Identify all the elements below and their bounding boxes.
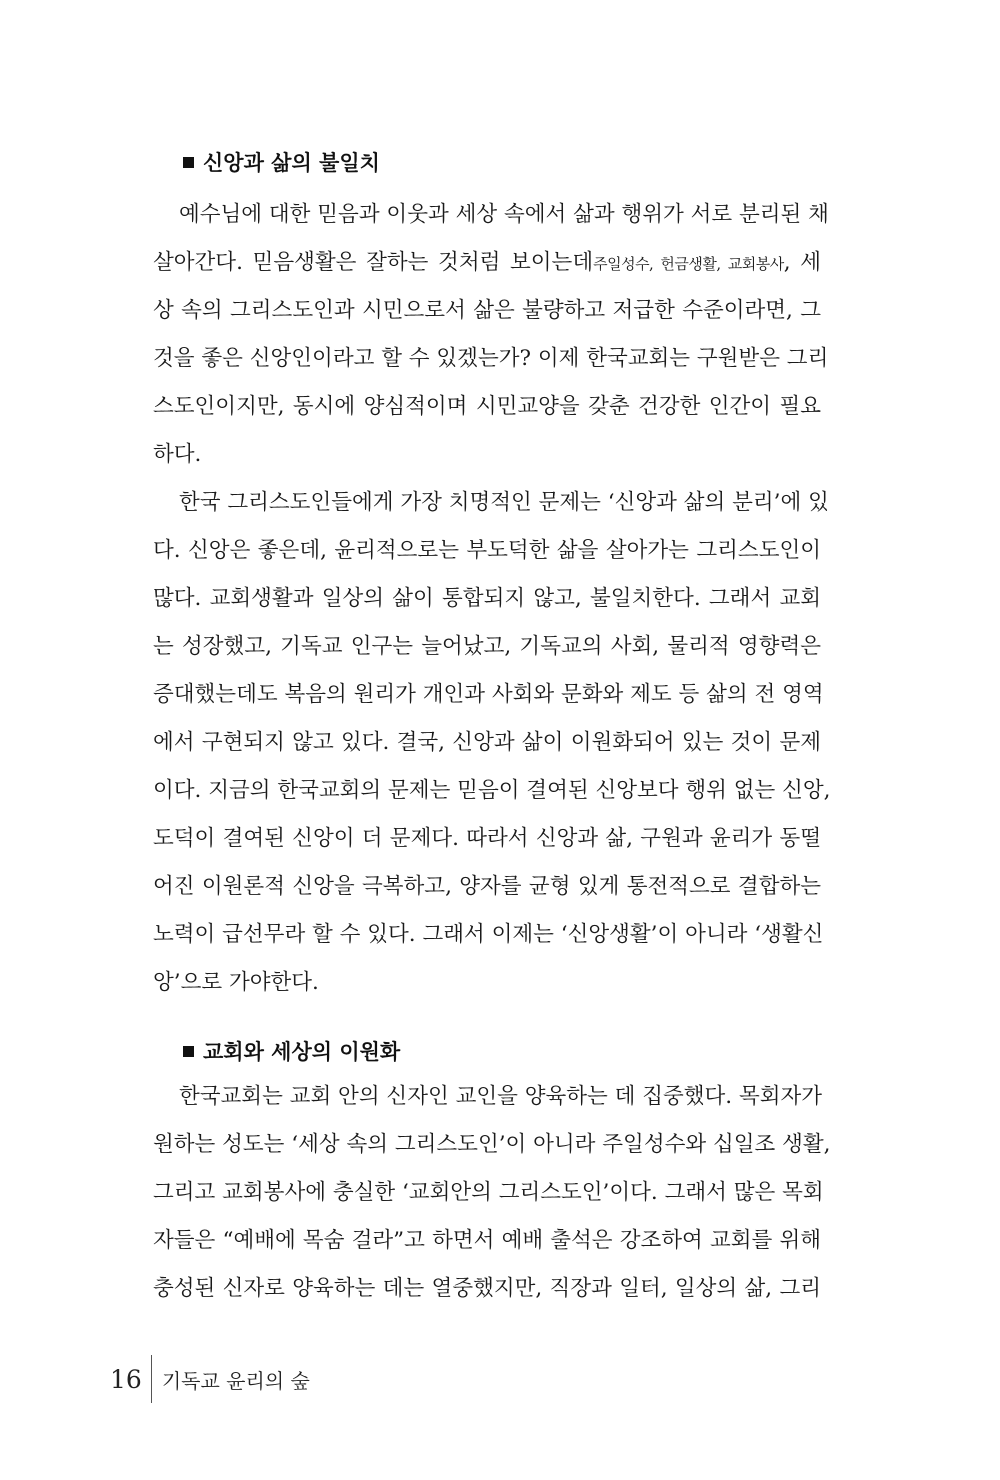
page-footer [110, 1355, 310, 1403]
paragraph-line: 그리고 교회봉사에 충실한 ‘교회안의 그리스도인’이다. 그래서 많은 목회 [153, 1180, 824, 1205]
paragraph-line: 것을 좋은 신앙인이라고 할 수 있겠는가? 이제 한국교회는 구원받은 그리 [153, 346, 829, 371]
paragraph-line: 어진 이원론적 신앙을 극복하고, 양자를 균형 있게 통전적으로 결합하는 [153, 874, 821, 899]
paragraph-line: 노력이 급선무라 할 수 있다. 그래서 이제는 ‘신앙생활’이 아니라 ‘생활신 [153, 922, 824, 947]
paragraph-line: 하다. [153, 442, 202, 467]
paragraph-line: 한국 그리스도인들에게 가장 치명적인 문제는 ‘신앙과 삶의 분리’에 있 [179, 490, 829, 515]
book-title: 기독교 윤리의 숲 [161, 1368, 310, 1393]
paragraph-line: 다. 신앙은 좋은데, 윤리적으로는 부도덕한 삶을 살아가는 그리스도인이 [153, 538, 821, 563]
paragraph-line: 이다. 지금의 한국교회의 문제는 믿음이 결여된 신앙보다 행위 없는 신앙, [153, 778, 831, 803]
paragraph-line: 상 속의 그리스도인과 시민으로서 삶은 불량하고 저급한 수준이라면, 그 [153, 298, 821, 323]
paragraph-line: 에서 구현되지 않고 있다. 결국, 신앙과 삶이 이원화되어 있는 것이 문제 [153, 730, 821, 755]
paragraph-line: 앙’으로 가야한다. [153, 970, 319, 995]
square-bullet-icon [183, 1046, 194, 1057]
section-heading-text: 신앙과 삶의 불일치 [203, 151, 380, 175]
paragraph-line: 한국교회는 교회 안의 신자인 교인을 양육하는 데 집중했다. 목회자가 [179, 1084, 823, 1109]
paragraph-line: 자들은 “예배에 목숨 걸라”고 하면서 예배 출석은 강조하여 교회를 위해 [153, 1228, 821, 1253]
paragraph-line: 증대했는데도 복음의 원리가 개인과 사회와 문화와 제도 등 삶의 전 영역 [153, 682, 824, 707]
section-heading [183, 148, 380, 178]
paragraph-line: 충성된 신자로 양육하는 데는 열중했지만, 직장과 일터, 일상의 삶, 그리 [153, 1276, 821, 1301]
square-bullet-icon [183, 157, 194, 168]
paragraph-line: 스도인이지만, 동시에 양심적이며 시민교양을 갖춘 건강한 인간이 필요 [153, 394, 821, 419]
paragraph-line: 는 성장했고, 기독교 인구는 늘어났고, 기독교의 사회, 물리적 영향력은 [153, 634, 821, 659]
paragraph-line: 많다. 교회생활과 일상의 삶이 통합되지 않고, 불일치한다. 그래서 교회 [153, 586, 821, 611]
page-number: 16 [110, 1364, 142, 1394]
inline-note: 주일성수, 헌금생활, 교회봉사 [593, 255, 784, 273]
section-heading-text: 교회와 세상의 이원화 [203, 1040, 401, 1064]
paragraph-line: 원하는 성도는 ‘세상 속의 그리스도인’이 아니라 주일성수와 십일조 생활, [153, 1132, 831, 1157]
line-text: 살아간다. 믿음생활은 잘하는 것처럼 보이는데 [153, 250, 594, 275]
paragraph-line: 예수님에 대한 믿음과 이웃과 세상 속에서 삶과 행위가 서로 분리된 채 [179, 202, 829, 227]
paragraph-line: 도덕이 결여된 신앙이 더 문제다. 따라서 신앙과 삶, 구원과 윤리가 동떨 [153, 826, 821, 851]
line-text: , 세 [783, 250, 821, 275]
section-heading [183, 1037, 400, 1067]
paragraph-line [153, 248, 821, 279]
